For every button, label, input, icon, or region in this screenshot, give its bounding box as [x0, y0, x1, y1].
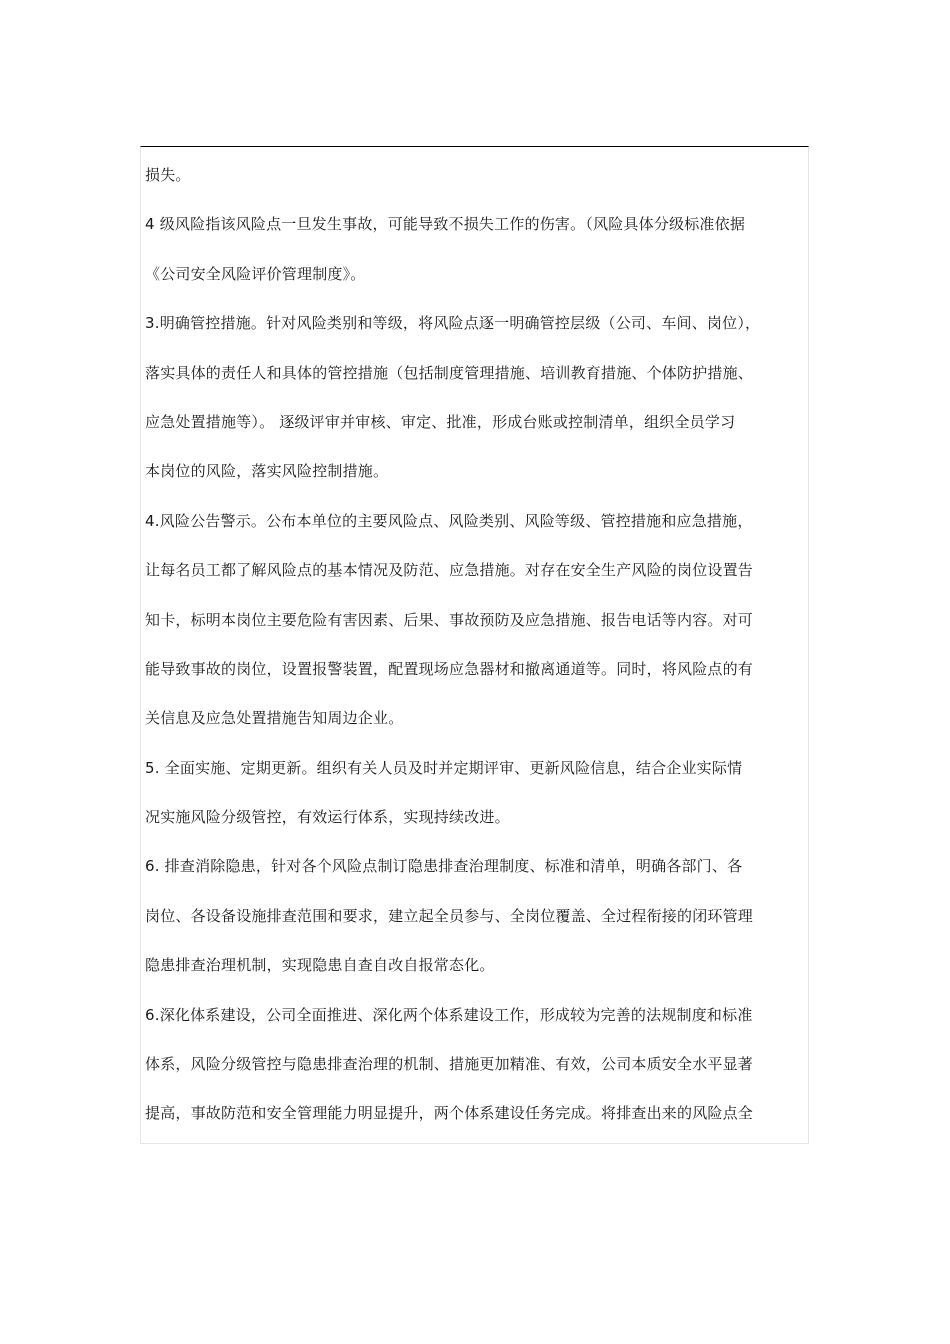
text-line: 3.明确管控措施。针对风险类别和等级，将风险点逐一明确管控层级（公司、车间、岗位），	[145, 314, 761, 333]
text-line: 提高，事故防范和安全管理能力明显提升，两个体系建设任务完成。将排查出来的风险点全	[145, 1104, 754, 1123]
text-line: 体系，风险分级管控与隐患排查治理的机制、措施更加精准、有效，公司本质安全水平显著	[145, 1055, 754, 1074]
text-line: 落实具体的责任人和具体的管控措施（包括制度管理措施、培训教育措施、个体防护措施、	[145, 363, 754, 382]
text-line: 6.深化体系建设，公司全面推进、深化两个体系建设工作，形成较为完善的法规制度和标准	[145, 1005, 753, 1024]
text-line: 应急处置措施等）。 逐级评审并审核、审定、批准，形成台账或控制清单，组织全员学习	[145, 412, 736, 431]
text-line: 5. 全面实施、定期更新。组织有关人员及时并定期评审、更新风险信息，结合企业实际情	[145, 758, 743, 777]
text-line: 能导致事故的岗位，设置报警装置，配置现场应急器材和撤离通道等。同时，将风险点的有	[145, 659, 754, 678]
text-line: 本岗位的风险，落实风险控制措施。	[145, 462, 389, 481]
text-line: 6. 排查消除隐患，针对各个风险点制订隐患排查治理制度、标准和清单，明确各部门、各	[145, 857, 743, 876]
text-line: 岗位、各设备设施排查范围和要求，建立起全员参与、全岗位覆盖、全过程衔接的闭环管理	[145, 906, 754, 925]
text-line: 让每名员工都了解风险点的基本情况及防范、应急措施。对存在安全生产风险的岗位设置告	[145, 561, 754, 580]
text-line: 《公司安全风险评价管理制度》。	[145, 264, 366, 283]
document-body	[145, 151, 825, 1139]
text-line: 4.风险公告警示。公布本单位的主要风险点、风险类别、风险等级、管控措施和应急措施，	[145, 511, 753, 530]
text-line: 损失。	[145, 166, 191, 184]
text-line: 隐患排查治理机制，实现隐患自查自改自报常态化。	[145, 956, 495, 975]
text-line: 况实施风险分级管控，有效运行体系，实现持续改进。	[145, 808, 510, 827]
text-line: 4 级风险指该风险点一旦发生事故，可能导致不损失工作的伤害。（风险具体分级标准依据	[145, 215, 746, 234]
text-line: 关信息及应急处置措施告知周边企业。	[145, 709, 404, 728]
text-line: 知卡，标明本岗位主要危险有害因素、后果、事故预防及应急措施、报告电话等内容。对可	[145, 610, 754, 629]
